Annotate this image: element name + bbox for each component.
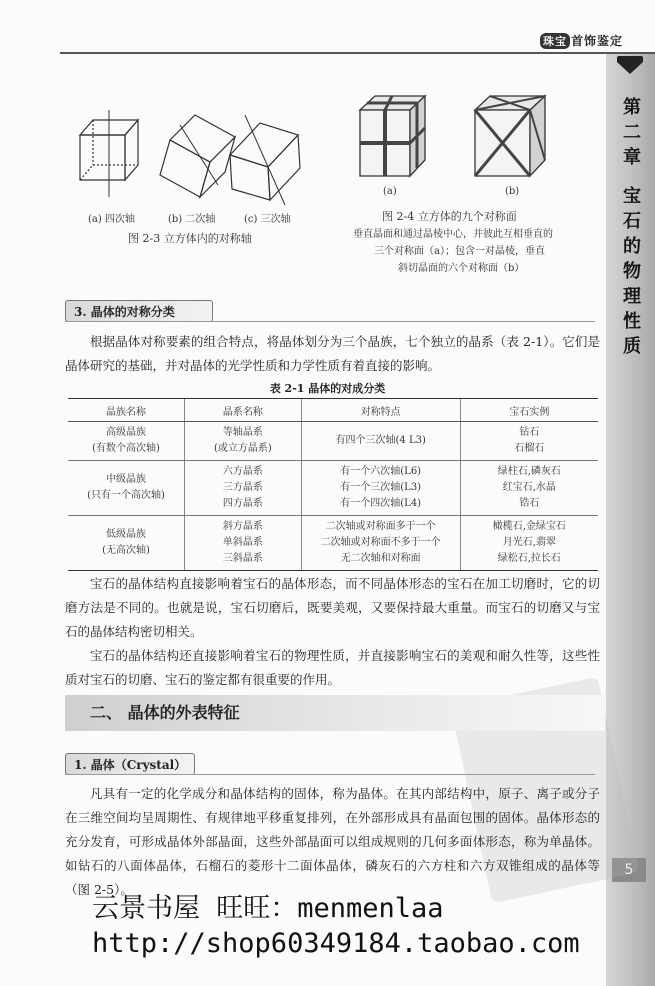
title-char: 的: [623, 236, 641, 257]
chapter-char: 第: [623, 97, 641, 118]
page-number: 5: [612, 858, 646, 882]
header-badge: 珠宝: [540, 33, 570, 49]
table-cell-feature: 二次轴或对称面多于一个 二次轴或对称面不多于一个 无二次轴和对称面: [301, 516, 460, 571]
table-cell-system: 等轴晶系 (或立方晶系): [185, 422, 302, 461]
table-cell-example: 绿柱石,磷灰石 红宝石,水晶 锆石: [460, 461, 598, 516]
fig-2-4-caption: 图 2-4 立方体的九个对称面: [382, 210, 517, 223]
table-row: [68, 422, 598, 461]
table-caption: 表 2-1 晶体的对成分类: [269, 382, 386, 395]
table-row: [68, 516, 598, 571]
paragraph-symmetry-classification: [65, 330, 600, 378]
table-cell-family: 高级晶族 (有数个高次轴): [68, 422, 185, 461]
header-rule: [60, 52, 655, 54]
table-cell-system: 斜方晶系 单斜晶系 三斜晶系: [185, 516, 302, 571]
fig-2-4-caption-line3: 三个对称面（a）；包含一对晶棱，垂直: [374, 246, 545, 257]
chapter-title-vertical: [618, 95, 646, 359]
table-cell-feature: 有四个三次轴(4 L3): [301, 422, 460, 461]
table-header-cell: 宝石实例: [460, 399, 598, 422]
paragraph-crystal-definition: [65, 782, 600, 902]
figure-2-3-cubes: [70, 105, 310, 210]
watermark-line-2: http://shop60349184.taobao.com: [92, 928, 580, 959]
title-char: 性: [623, 311, 641, 332]
title-char: 理: [623, 286, 641, 307]
seller-watermark: [0, 886, 655, 986]
section-underline: [65, 774, 595, 775]
paragraph-block-crystal-structure: [65, 572, 600, 692]
table-cell-feature: 有一个六次轴(L6) 有一个三次轴(L3) 有一个四次轴(L4): [301, 461, 460, 516]
fig-2-3-label-c: (c) 三次轴: [244, 214, 291, 225]
table-cell-example: 橄榄石,金绿宝石 月光石,翡翠 绿松石,拉长石: [460, 516, 598, 571]
fig-2-4-sub-a: (a): [383, 186, 397, 197]
paragraph-text: 根据晶体对称要素的组合特点，将晶体划分为三个晶族，七个独立的晶系（表 2-1）。它们是晶体研究的基础，并对晶体的光学性质和力学性质有着直接的影响。: [65, 334, 600, 373]
section-banner-crystal-appearance: 二、 晶体的外表特征: [65, 695, 605, 731]
paragraph-text: 宝石的晶体结构直接影响着宝石的晶体形态，而不同晶体形态的宝石在加工切磨时，它的切磨方法是不同的。也就是说，宝石切磨后，既要美观，又要保持最大重量。而宝石的切磨又与宝石的晶体结构密切相关。: [65, 576, 600, 639]
gem-icon: [617, 62, 643, 74]
title-char: 物: [623, 261, 641, 282]
chapter-char: 章: [623, 147, 641, 168]
running-header: [540, 32, 623, 49]
table-header-cell: 对称特点: [301, 399, 460, 422]
table-row: [68, 461, 598, 516]
fig-2-4-caption-line2: 垂直晶面和通过晶棱中心，并彼此互相垂直的: [353, 229, 553, 240]
header-title-text: 首饰鉴定: [571, 34, 624, 48]
section-heading-symmetry-classification: 3. 晶体的对称分类: [65, 300, 213, 322]
table-cell-family: 低级晶族 (无高次轴): [68, 516, 185, 571]
fig-2-4-caption-line4: 斜切晶面的六个对称面（b）: [398, 263, 525, 274]
crystal-classification-table: [68, 398, 598, 571]
table-cell-example: 钻石 石榴石: [460, 422, 598, 461]
fig-2-3-label-b: (b) 二次轴: [168, 214, 216, 225]
title-char: 石: [623, 211, 641, 232]
paragraph-text: 宝石的晶体结构还直接影响着宝石的物理性质，并直接影响宝石的美观和耐久性等，这些性质对宝石的切磨、宝石的鉴定都有很重要的作用。: [65, 648, 600, 687]
title-char: 宝: [623, 186, 641, 207]
table-header-row: [68, 399, 598, 422]
table-cell-system: 六方晶系 三方晶系 四方晶系: [185, 461, 302, 516]
figure-2-4-symmetry-planes: [355, 88, 570, 183]
fig-2-4-sub-b: (b): [505, 186, 520, 197]
title-char: 质: [623, 336, 641, 357]
chapter-char: 二: [623, 122, 641, 143]
table-cell-family: 中级晶族 (只有一个高次轴): [68, 461, 185, 516]
section-heading-crystal: 1. 晶体（Crystal）: [65, 753, 195, 775]
paragraph-text: 凡具有一定的化学成分和晶体结构的固体，称为晶体。在其内部结构中，原子、离子或分子在三维空间均呈周期性、有规律地平移重复排列，在外部形成具有晶面包围的固体。晶体形态的充分发育，可形成晶体外部晶面，这些外部晶面可以组成规则的几何多面体形态，称为单晶体。如钻石的八面体晶体，石榴石的菱形十二面体晶体，磷灰石的六方柱和六方双锥组成的晶体等（图 2-5）。: [65, 786, 600, 897]
table-header-cell: 晶族名称: [68, 399, 185, 422]
watermark-line-1: 云景书屋 旺旺：menmenlaa: [92, 893, 444, 924]
fig-2-3-label-a: (a) 四次轴: [88, 214, 135, 225]
fig-2-3-caption: 图 2-3 立方体内的对称轴: [128, 232, 252, 245]
table-header-cell: 晶系名称: [185, 399, 302, 422]
section-underline: [65, 321, 595, 322]
